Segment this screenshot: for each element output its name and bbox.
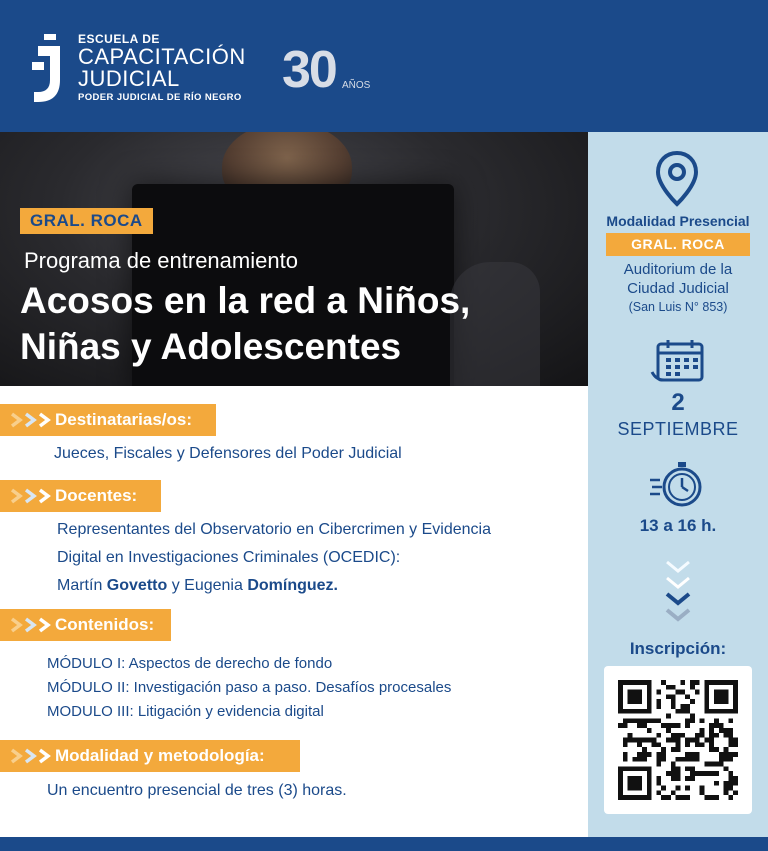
- title-line-2: Niñas y Adolescentes: [20, 326, 402, 367]
- double-arrow-icon: [8, 617, 52, 633]
- venue-name: [588, 260, 768, 298]
- sidebar-city-tag: GRAL. ROCA: [606, 233, 750, 256]
- qr-code-icon: [618, 680, 738, 800]
- location-pin-icon: [653, 150, 701, 208]
- calendar-icon: [650, 338, 706, 384]
- institution-name: [78, 33, 246, 106]
- title-line-1: Acosos en la red a Niños,: [20, 280, 471, 321]
- hero-image: [0, 132, 588, 386]
- chevron-down-icon: [664, 558, 692, 624]
- event-time: 13 a 16 h.: [639, 516, 717, 535]
- anniversary-number: 30: [282, 41, 336, 99]
- teacher-connector: y Eugenia: [167, 577, 248, 594]
- section-heading-text: Docentes:: [55, 486, 138, 505]
- qr-code[interactable]: [604, 666, 752, 814]
- logo-line-2: CAPACITACIÓN: [78, 44, 246, 69]
- judicial-logo-icon: [30, 32, 70, 106]
- event-info-sidebar: [588, 132, 768, 837]
- modalidad-text: Un encuentro presencial de tres (3) horas.: [47, 782, 347, 799]
- section-heading-destinatarios: [0, 404, 216, 436]
- anniversary-logo: [282, 40, 372, 100]
- section-heading-text: Destinatarias/os:: [55, 410, 192, 429]
- stopwatch-icon: [648, 458, 708, 510]
- section-heading-text: Contenidos:: [55, 615, 155, 634]
- registration-label: Inscripción:: [629, 639, 727, 658]
- docentes-line-1: Representantes del Observatorio en Cibercrimen y Evidencia: [57, 521, 491, 538]
- program-subtitle: Programa de entrenamiento: [24, 248, 298, 273]
- module-item: MÓDULO I: Aspectos de derecho de fondo: [47, 655, 333, 672]
- venue-line-1: Auditorium de la: [623, 261, 733, 278]
- anniversary-label: AÑOS: [342, 80, 371, 91]
- footer-bar: [0, 837, 768, 851]
- docentes-line-2: Digital en Investigaciones Criminales (OCEDIC):: [57, 549, 401, 566]
- logo-line-3: JUDICIAL: [78, 66, 180, 91]
- city-tag: GRAL. ROCA: [20, 208, 153, 234]
- logo-line-4: PODER JUDICIAL DE RÍO NEGRO: [78, 92, 242, 103]
- teacher-1-first: Martín: [57, 577, 107, 594]
- module-item: MODULO III: Litigación y evidencia digital: [47, 703, 324, 720]
- event-day: 2: [671, 389, 685, 416]
- section-heading-modalidad: [0, 740, 300, 772]
- venue-address: (San Luis N° 853): [628, 300, 728, 314]
- double-arrow-icon: [8, 488, 52, 504]
- double-arrow-icon: [8, 748, 52, 764]
- destinatarios-text: Jueces, Fiscales y Defensores del Poder Judicial: [54, 445, 402, 462]
- section-heading-contenidos: [0, 609, 171, 641]
- double-arrow-icon: [8, 412, 52, 428]
- docentes-names: [57, 577, 338, 595]
- teacher-2-last: Domínguez.: [247, 577, 338, 594]
- header-banner: [0, 0, 768, 132]
- section-heading-text: Modalidad y metodología:: [55, 746, 265, 765]
- teacher-1-last: Govetto: [106, 577, 168, 594]
- section-heading-docentes: [0, 480, 161, 512]
- module-item: MÓDULO II: Investigación paso a paso. Desafíos procesales: [47, 679, 452, 696]
- venue-line-2: Ciudad Judicial: [627, 280, 729, 297]
- logo-line-1: ESCUELA DE: [78, 32, 160, 46]
- modality-label: Modalidad Presencial: [606, 213, 750, 229]
- program-title: [20, 278, 470, 370]
- event-month: SEPTIEMBRE: [617, 419, 739, 439]
